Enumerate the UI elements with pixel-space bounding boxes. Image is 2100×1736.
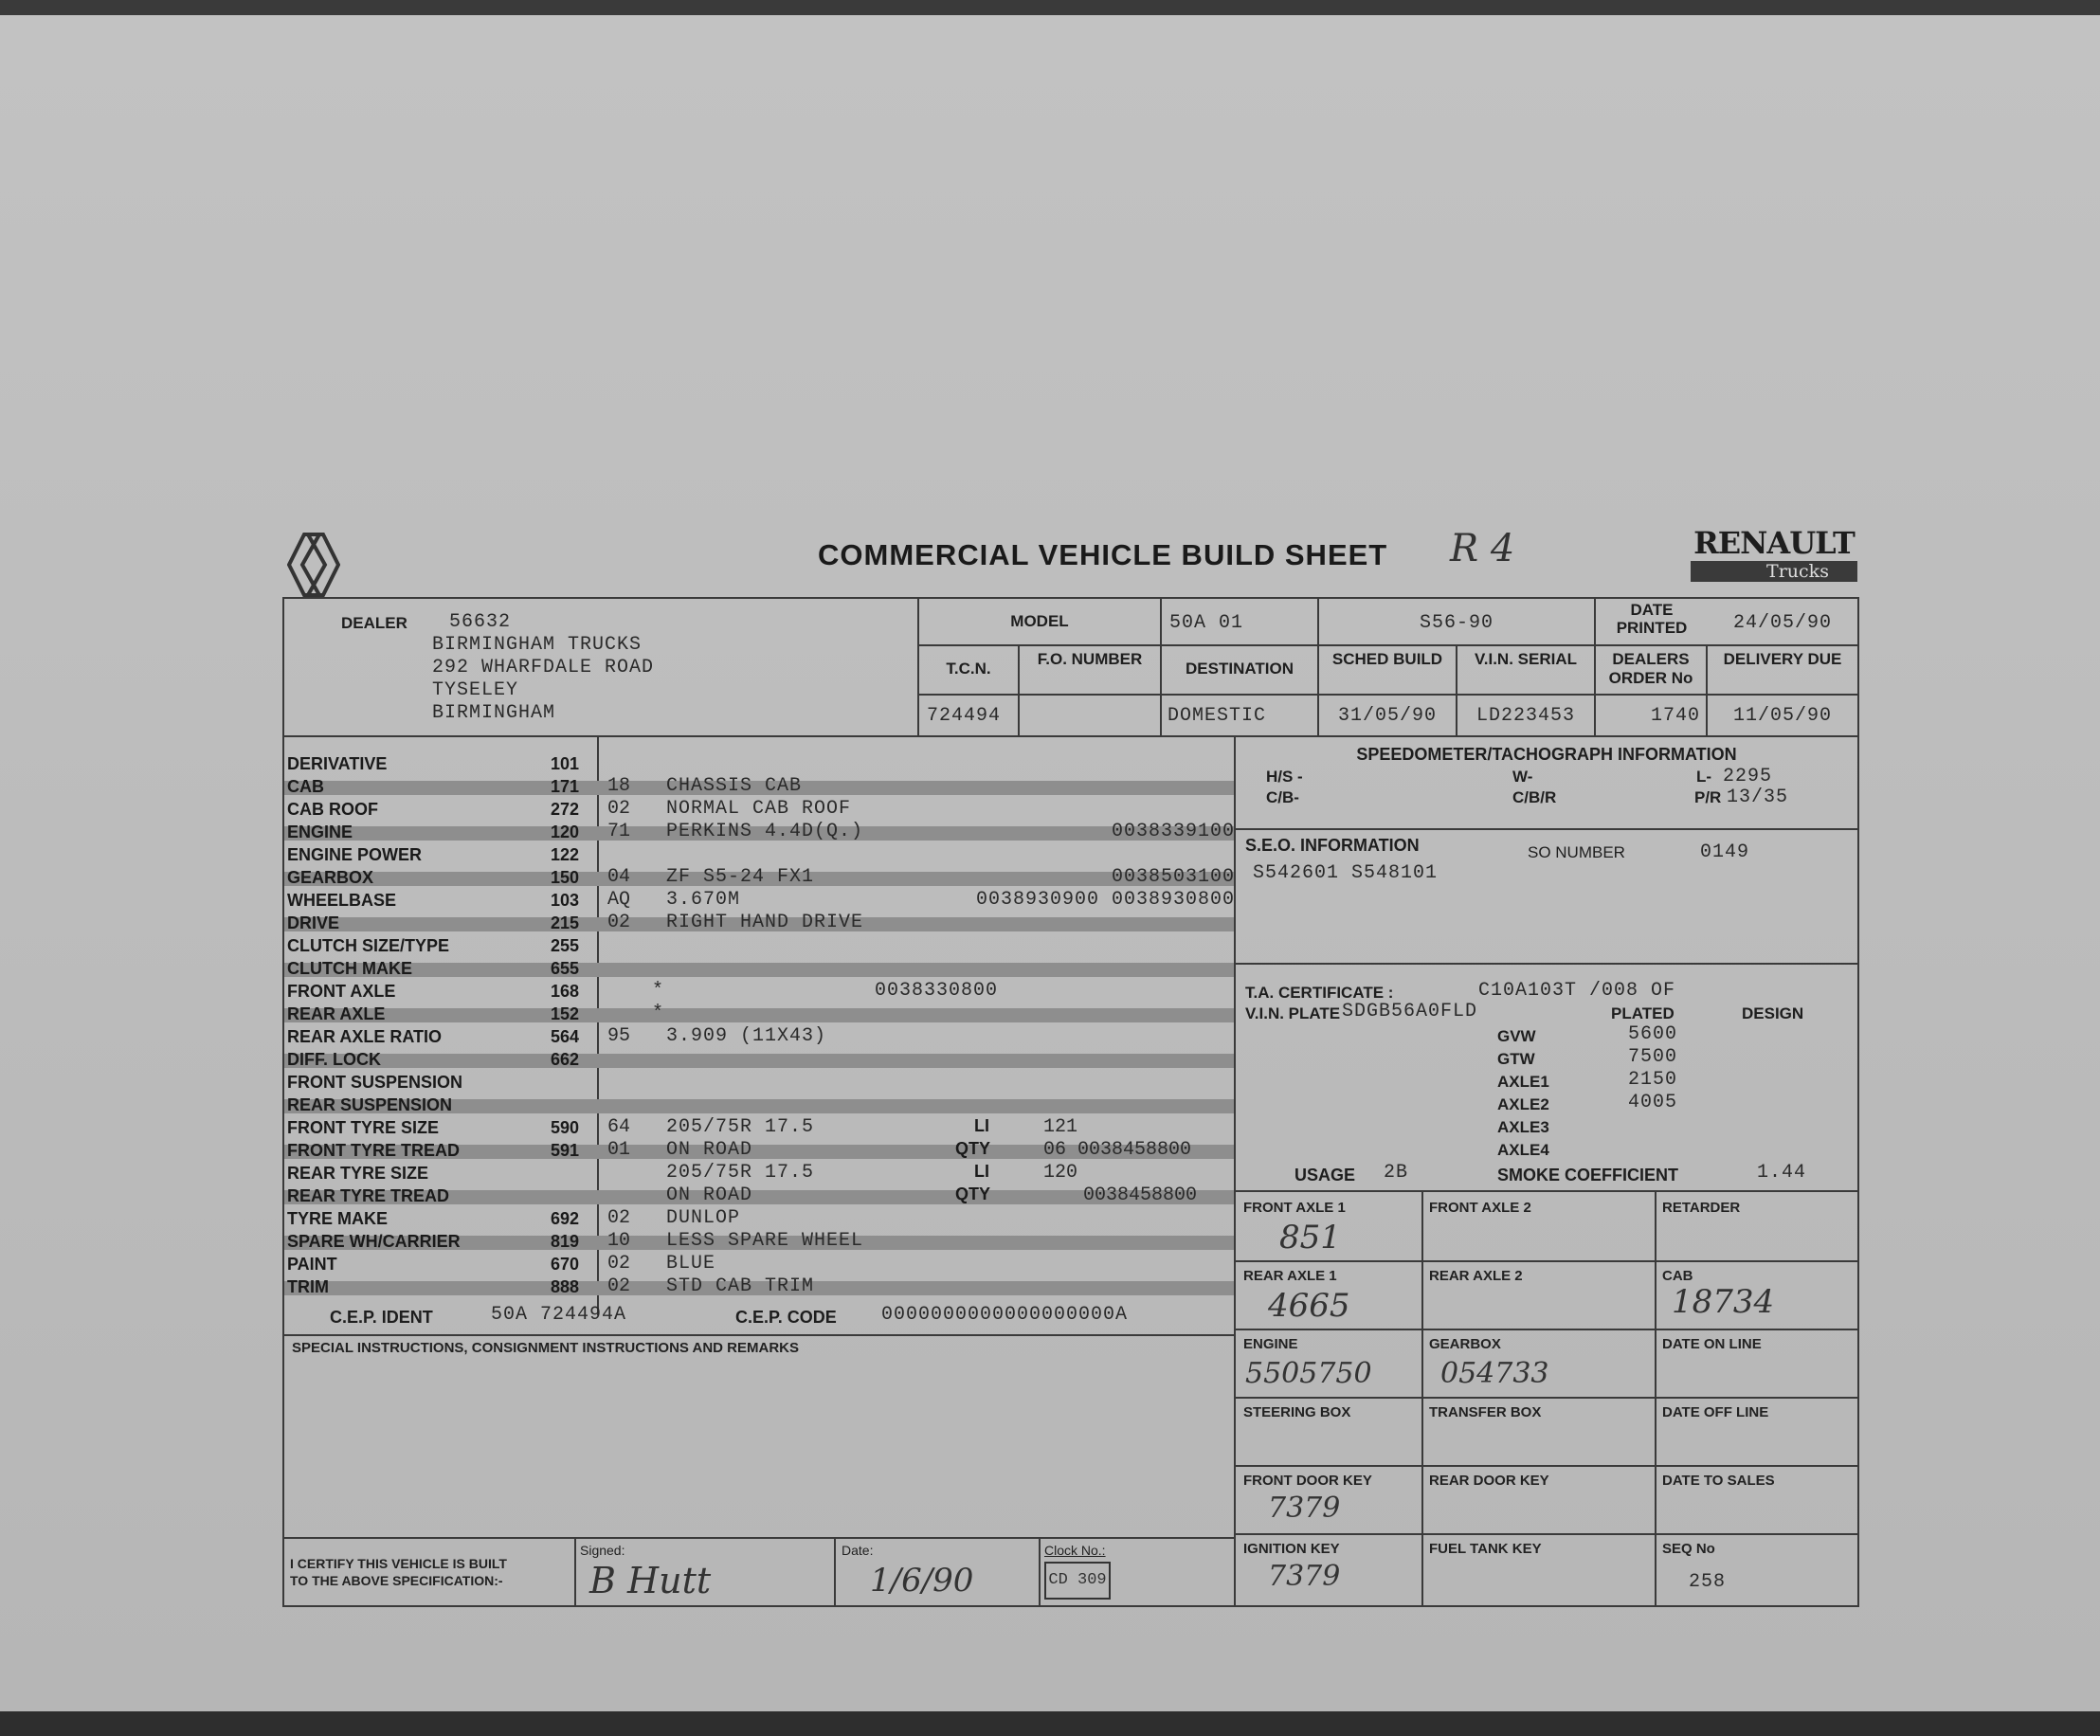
date-printed-label: DATE PRINTED xyxy=(1616,601,1688,637)
spec-row-cab-roof xyxy=(287,800,1235,823)
spec-code: 122 xyxy=(550,845,580,864)
delivery-due-label: DELIVERY DUE xyxy=(1723,650,1842,668)
spec-code: 168 xyxy=(550,982,580,1001)
smoke-coefficient-label: SMOKE COEFFICIENT xyxy=(1497,1166,1679,1184)
tcn-label: T.C.N. xyxy=(946,660,991,678)
spec-code: 662 xyxy=(550,1050,580,1069)
so-number-value: 0149 xyxy=(1700,841,1750,863)
seo-title: S.E.O. INFORMATION xyxy=(1245,836,1420,855)
spec-option: 02 xyxy=(607,1207,631,1229)
spec-code: 171 xyxy=(550,777,580,796)
speedo-hs-label: H/S - xyxy=(1266,768,1303,786)
spec-extra-label: LI xyxy=(974,1116,989,1135)
signed-label: Signed: xyxy=(580,1543,625,1558)
spec-name: CLUTCH MAKE xyxy=(287,959,412,978)
cep-code-value: 0000000000000000000A xyxy=(881,1304,1129,1326)
spec-name: PAINT xyxy=(287,1255,337,1274)
date-signed-value: 1/6/90 xyxy=(870,1562,974,1600)
spec-row-front-suspension xyxy=(287,1073,1235,1095)
spec-code: 591 xyxy=(550,1141,580,1160)
spec-row-tyre-make xyxy=(287,1209,1235,1232)
spec-name: SPARE WH/CARRIER xyxy=(287,1232,461,1251)
spec-code: 590 xyxy=(550,1118,580,1137)
spec-code: 152 xyxy=(550,1004,580,1023)
spec-name: FRONT TYRE TREAD xyxy=(287,1141,460,1160)
sched-build-label: SCHED BUILD xyxy=(1331,650,1443,668)
spec-row-wheelbase xyxy=(287,891,1235,913)
spec-option: 04 xyxy=(607,866,631,888)
weight-value-axle1: 2150 xyxy=(1628,1069,1678,1091)
spec-name: WHEELBASE xyxy=(287,891,397,910)
spec-extra-label: QTY xyxy=(955,1139,991,1158)
spec-description: * xyxy=(652,1003,665,1024)
certify-text-line-2: TO THE ABOVE SPECIFICATION:- xyxy=(290,1573,503,1588)
vin-serial-label: V.I.N. SERIAL xyxy=(1474,650,1577,668)
document-title: COMMERCIAL VEHICLE BUILD SHEET xyxy=(818,538,1388,571)
spec-row-gearbox xyxy=(287,868,1235,891)
speedo-pr-label: P/R xyxy=(1694,788,1722,806)
ta-certificate-label: T.A. CERTIFICATE : xyxy=(1245,984,1394,1002)
weight-label-axle4: AXLE4 xyxy=(1497,1141,1549,1159)
cab-value: 18734 xyxy=(1672,1283,1775,1321)
clock-number-value: CD 309 xyxy=(1048,1571,1107,1589)
ta-certificate-value: C10A103T /008 OF xyxy=(1478,980,1676,1002)
date-printed-value: 24/05/90 xyxy=(1732,612,1832,634)
spec-name: DIFF. LOCK xyxy=(287,1050,381,1069)
steering-box-label: STEERING BOX xyxy=(1243,1404,1351,1420)
speedo-title: SPEEDOMETER/TACHOGRAPH INFORMATION xyxy=(1356,745,1737,764)
renault-diamond-icon xyxy=(287,531,340,599)
scan-top-edge xyxy=(0,0,2100,15)
spec-row-clutch-make xyxy=(287,959,1235,982)
spec-row-trim xyxy=(287,1277,1235,1300)
destination-value: DOMESTIC xyxy=(1168,705,1267,727)
delivery-due-value: 11/05/90 xyxy=(1732,705,1832,727)
spec-row-engine-power xyxy=(287,845,1235,868)
rear-door-key-label: REAR DOOR KEY xyxy=(1429,1473,1549,1489)
cep-code-label: C.E.P. CODE xyxy=(735,1308,837,1327)
engine-label: ENGINE xyxy=(1243,1336,1298,1352)
dealers-order-value: 1740 xyxy=(1650,705,1700,727)
gearbox-label: GEARBOX xyxy=(1429,1336,1501,1352)
seo-values: S542601 S548101 xyxy=(1253,862,1439,884)
spec-extra-value: 06 0038458800 xyxy=(1043,1139,1192,1161)
speedo-l-value: 2295 xyxy=(1723,766,1773,787)
spec-description: ON ROAD xyxy=(666,1184,753,1206)
spec-part-number: 0038330800 xyxy=(874,980,998,1002)
gearbox-serial-value: 054733 xyxy=(1440,1357,1549,1390)
spec-description: 205/75R 17.5 xyxy=(666,1162,815,1184)
spec-name: ENGINE POWER xyxy=(287,845,423,864)
usage-label: USAGE xyxy=(1294,1166,1356,1184)
dealer-label: DEALER xyxy=(341,614,407,632)
spec-row-paint xyxy=(287,1255,1235,1277)
spec-option: 95 xyxy=(607,1025,631,1047)
engine-serial-value: 5505750 xyxy=(1245,1357,1372,1390)
special-instructions-label: SPECIAL INSTRUCTIONS, CONSIGNMENT INSTRUCTIONS AND REMARKS xyxy=(292,1340,800,1356)
spec-row-rear-suspension xyxy=(287,1095,1235,1118)
front-axle-2-label: FRONT AXLE 2 xyxy=(1429,1200,1531,1216)
spec-description: ON ROAD xyxy=(666,1139,753,1161)
spec-description: STD CAB TRIM xyxy=(666,1275,815,1297)
dealers-order-label: DEALERS ORDER No xyxy=(1608,650,1693,687)
brand-subname: Trucks xyxy=(1766,561,1829,582)
signature: B Hutt xyxy=(589,1560,712,1601)
spec-option: 71 xyxy=(607,821,631,842)
vin-serial-value: LD223453 xyxy=(1475,705,1575,727)
smoke-coefficient-value: 1.44 xyxy=(1757,1162,1807,1184)
weight-label-axle1: AXLE1 xyxy=(1497,1073,1549,1091)
spec-option: 02 xyxy=(607,912,631,933)
model-code: 50A 01 xyxy=(1169,612,1244,634)
so-number-label: SO NUMBER xyxy=(1528,843,1625,861)
spec-description: RIGHT HAND DRIVE xyxy=(666,912,864,933)
model-variant: S56-90 xyxy=(1419,612,1494,634)
spec-part-number: 0038503100 xyxy=(1111,866,1235,888)
spec-code: 272 xyxy=(550,800,580,819)
spec-row-front-tyre-tread xyxy=(287,1141,1235,1164)
sched-build-value: 31/05/90 xyxy=(1337,705,1437,727)
speedo-pr-value: 13/35 xyxy=(1727,787,1789,808)
spec-option: 64 xyxy=(607,1116,631,1138)
weight-value-gtw: 7500 xyxy=(1628,1046,1678,1068)
spec-extra-value: 0038458800 xyxy=(1083,1184,1198,1206)
spec-code: 564 xyxy=(550,1027,580,1046)
weight-value-axle2: 4005 xyxy=(1628,1092,1678,1113)
spec-description: PERKINS 4.4D(Q.) xyxy=(666,821,864,842)
spec-description: BLUE xyxy=(666,1253,716,1275)
date-off-line-label: DATE OFF LINE xyxy=(1662,1404,1769,1420)
spec-code: 255 xyxy=(550,936,580,955)
spec-option: 18 xyxy=(607,775,631,797)
usage-value: 2B xyxy=(1384,1162,1409,1184)
date-label: Date: xyxy=(842,1543,874,1558)
vin-plate-value: SDGB56A0FLD xyxy=(1342,1001,1478,1022)
retarder-label: RETARDER xyxy=(1662,1200,1741,1216)
spec-description: * xyxy=(652,980,665,1002)
spec-name: CAB xyxy=(287,777,324,796)
transfer-box-label: TRANSFER BOX xyxy=(1429,1404,1542,1420)
spec-name: GEARBOX xyxy=(287,868,374,887)
spec-name: REAR AXLE xyxy=(287,1004,386,1023)
vin-plate-label: V.I.N. PLATE xyxy=(1245,1004,1341,1022)
spec-option: 10 xyxy=(607,1230,631,1252)
dealer-code: 56632 xyxy=(449,611,512,633)
spec-option: 01 xyxy=(607,1139,631,1161)
spec-row-front-tyre-size xyxy=(287,1118,1235,1141)
spec-code: 888 xyxy=(550,1277,580,1296)
spec-option: 02 xyxy=(607,798,631,820)
weight-label-axle3: AXLE3 xyxy=(1497,1118,1549,1136)
dealer-address-line: BIRMINGHAM TRUCKS xyxy=(432,634,643,656)
spec-name: TYRE MAKE xyxy=(287,1209,389,1228)
spec-code: 819 xyxy=(550,1232,580,1251)
spec-name: TRIM xyxy=(287,1277,329,1296)
weight-value-gvw: 5600 xyxy=(1628,1023,1678,1045)
spec-code: 655 xyxy=(550,959,580,978)
cep-ident-label: C.E.P. IDENT xyxy=(330,1308,433,1327)
spec-row-diff-lock xyxy=(287,1050,1235,1073)
spec-part-number: 0038339100 xyxy=(1111,821,1235,842)
spec-extra-label: LI xyxy=(974,1162,989,1181)
speedo-cbr-label: C/B/R xyxy=(1512,788,1557,806)
spec-row-rear-tyre-tread xyxy=(287,1186,1235,1209)
rear-axle-1-value: 4665 xyxy=(1268,1287,1350,1325)
rear-axle-2-label: REAR AXLE 2 xyxy=(1429,1268,1523,1284)
spec-row-spare-wheel xyxy=(287,1232,1235,1255)
ignition-key-value: 7379 xyxy=(1268,1560,1341,1593)
speedo-cb-label: C/B- xyxy=(1266,788,1299,806)
spec-row-rear-axle xyxy=(287,1004,1235,1027)
seq-no-value: 258 xyxy=(1689,1571,1727,1593)
spec-row-front-axle xyxy=(287,982,1235,1004)
spec-code: 120 xyxy=(550,823,580,841)
spec-name: REAR TYRE SIZE xyxy=(287,1164,429,1183)
spec-row-rear-axle-ratio xyxy=(287,1027,1235,1050)
spec-row-drive xyxy=(287,913,1235,936)
design-label: DESIGN xyxy=(1742,1004,1804,1022)
spec-description: LESS SPARE WHEEL xyxy=(666,1230,864,1252)
spec-description: 205/75R 17.5 xyxy=(666,1116,815,1138)
spec-description: NORMAL CAB ROOF xyxy=(666,798,852,820)
spec-name: CLUTCH SIZE/TYPE xyxy=(287,936,450,955)
front-axle-1-value: 851 xyxy=(1279,1219,1341,1257)
spec-row-cab xyxy=(287,777,1235,800)
weight-label-axle2: AXLE2 xyxy=(1497,1095,1549,1113)
speedo-w-label: W- xyxy=(1512,768,1533,786)
cab-label: CAB xyxy=(1662,1268,1693,1284)
spec-name: REAR SUSPENSION xyxy=(287,1095,453,1114)
spec-code: 215 xyxy=(550,913,580,932)
clock-number-stamp xyxy=(1044,1562,1111,1600)
tcn-value: 724494 xyxy=(927,705,1002,727)
weight-label-gtw: GTW xyxy=(1497,1050,1535,1068)
spec-option: 02 xyxy=(607,1275,631,1297)
plated-label: PLATED xyxy=(1611,1004,1675,1022)
spec-name: REAR AXLE RATIO xyxy=(287,1027,443,1046)
spec-row-derivative xyxy=(287,754,1235,777)
spec-name: ENGINE xyxy=(287,823,353,841)
spec-row-engine xyxy=(287,823,1235,845)
certify-text-line-1: I CERTIFY THIS VEHICLE IS BUILT xyxy=(290,1556,507,1571)
spec-description: 3.909 (11X43) xyxy=(666,1025,827,1047)
spec-name: CAB ROOF xyxy=(287,800,378,819)
scan-bottom-edge xyxy=(0,1711,2100,1736)
spec-row-clutch-size xyxy=(287,936,1235,959)
spec-description: DUNLOP xyxy=(666,1207,741,1229)
weight-label-gvw: GVW xyxy=(1497,1027,1536,1045)
spec-code: 670 xyxy=(550,1255,580,1274)
spec-extra-value: 120 xyxy=(1043,1162,1078,1184)
spec-code: 150 xyxy=(550,868,580,887)
spec-row-rear-tyre-size xyxy=(287,1164,1235,1186)
spec-name: DERIVATIVE xyxy=(287,754,388,773)
brand-name: RENAULT xyxy=(1693,525,1855,561)
ignition-key-label: IGNITION KEY xyxy=(1243,1541,1340,1557)
spec-code: 692 xyxy=(550,1209,580,1228)
spec-name: REAR TYRE TREAD xyxy=(287,1186,450,1205)
spec-name: DRIVE xyxy=(287,913,340,932)
front-axle-1-label: FRONT AXLE 1 xyxy=(1243,1200,1346,1216)
date-to-sales-label: DATE TO SALES xyxy=(1662,1473,1775,1489)
spec-description: ZF S5-24 FX1 xyxy=(666,866,815,888)
fo-number-label: F.O. NUMBER xyxy=(1037,650,1143,668)
spec-name: FRONT TYRE SIZE xyxy=(287,1118,440,1137)
seq-no-label: SEQ No xyxy=(1662,1541,1715,1557)
spec-option: 02 xyxy=(607,1253,631,1275)
dealer-address-line: 292 WHARFDALE ROAD xyxy=(432,657,655,678)
spec-option: AQ xyxy=(607,889,631,911)
build-sheet xyxy=(282,519,1861,1609)
front-door-key-label: FRONT DOOR KEY xyxy=(1243,1473,1372,1489)
spec-part-number: 0038930900 0038930800 xyxy=(975,889,1235,911)
date-on-line-label: DATE ON LINE xyxy=(1662,1336,1762,1352)
fuel-tank-key-label: FUEL TANK KEY xyxy=(1429,1541,1542,1557)
renault-trucks-logo xyxy=(1689,525,1859,584)
model-label: MODEL xyxy=(1010,612,1069,630)
cep-ident-value: 50A 724494A xyxy=(491,1304,627,1326)
front-door-key-value: 7379 xyxy=(1268,1492,1341,1525)
spec-code: 103 xyxy=(550,891,580,910)
rear-axle-1-label: REAR AXLE 1 xyxy=(1243,1268,1337,1284)
speedo-l-label: L- xyxy=(1696,768,1712,786)
spec-description: CHASSIS CAB xyxy=(666,775,803,797)
destination-label: DESTINATION xyxy=(1186,660,1294,678)
spec-extra-value: 121 xyxy=(1043,1116,1078,1138)
clock-number-label: Clock No.: xyxy=(1044,1543,1106,1558)
spec-name: FRONT SUSPENSION xyxy=(287,1073,463,1092)
spec-name: FRONT AXLE xyxy=(287,982,396,1001)
dealer-address-line: TYSELEY xyxy=(432,679,519,701)
dealer-address-line: BIRMINGHAM xyxy=(432,702,556,724)
handwritten-mark: R 4 xyxy=(1450,527,1515,570)
spec-code: 101 xyxy=(550,754,580,773)
spec-extra-label: QTY xyxy=(955,1184,991,1203)
spec-description: 3.670M xyxy=(666,889,741,911)
